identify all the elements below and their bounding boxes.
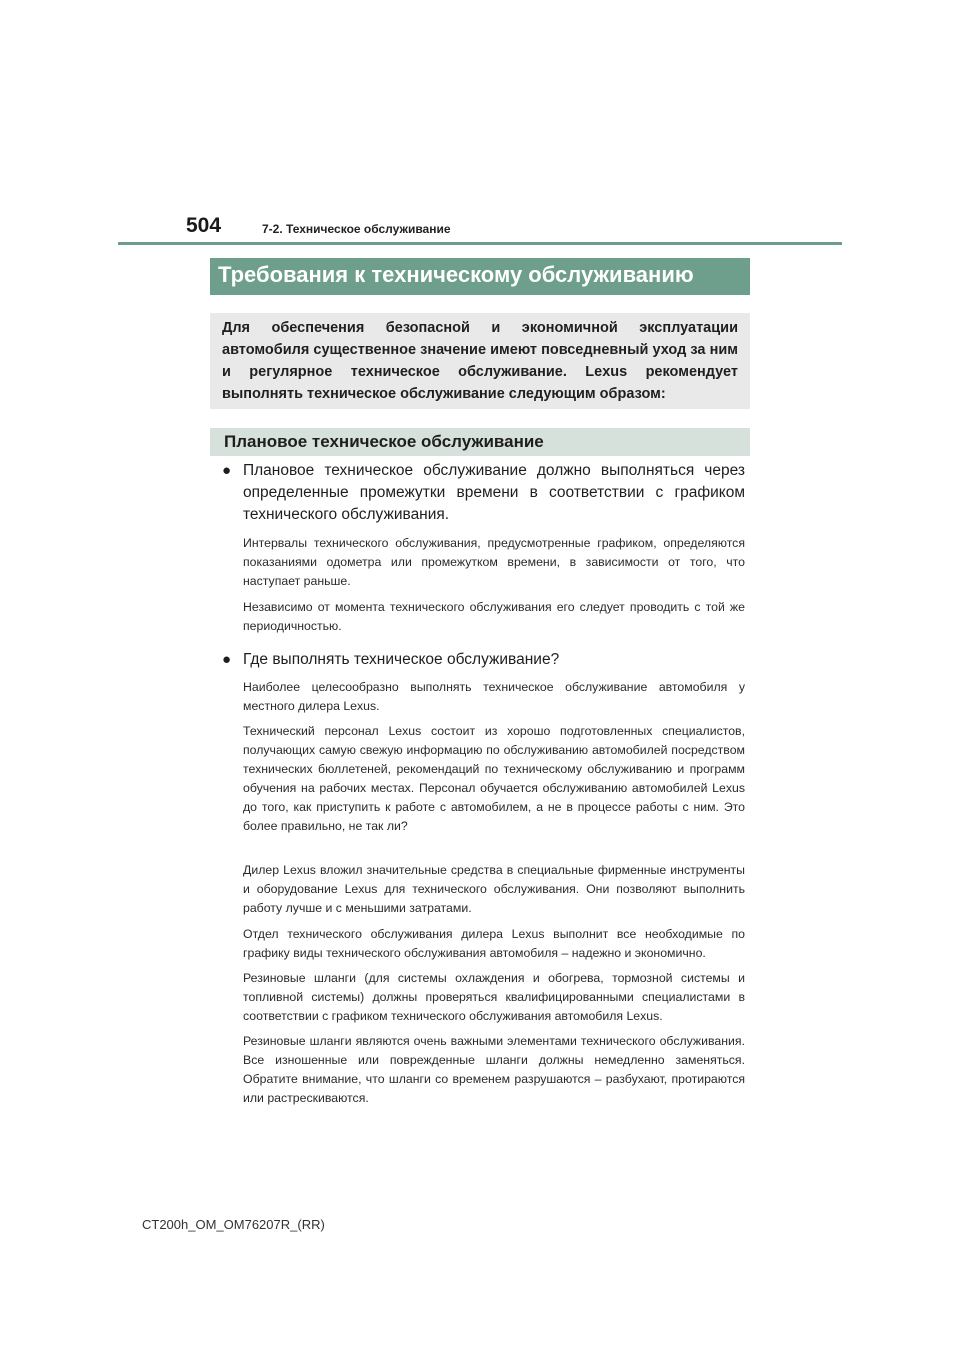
paragraph: Технический персонал Lexus состоит из хорошо подготовленных специалистов, получающих самую свежую информацию по обслуживанию автомобилей посредством технических бюллетеней, рекомендаций по техническому обслуживанию и программ обучения на рабочих местах. Персонал обучается обслуживанию автомобилей Lexus до того, как приступить к работе с автомобилем, а не в процессе работы с ним. Это более правильно, не так ли? — [243, 724, 745, 833]
bullet-icon: ● — [222, 462, 232, 479]
bullet-heading: Где выполнять техническое обслуживание? — [243, 651, 560, 668]
paragraph: Дилер Lexus вложил значительные средства в специальные фирменные инструменты и оборудование Lexus для технического обслуживания. Они позволяют выполнить работу лучше и с меньшими затратами. — [243, 863, 745, 915]
subheading: Плановое техническое обслуживание — [210, 428, 750, 456]
bullet-icon: ● — [222, 651, 232, 668]
section-label: 7-2. Техническое обслуживание — [262, 222, 451, 236]
paragraph: Отдел технического обслуживания дилера Lexus выполнит все необходимые по графику виды технического обслуживания автомобиля – надежно и экономично. — [243, 927, 745, 960]
intro-box: Для обеспечения безопасной и экономичной эксплуатации автомобиля существенное значение имеют повседневный уход за ним и регулярное техническое обслуживание. Lexus рекомендует выполнять техническое обслуживание следующим образом: — [210, 313, 750, 409]
paragraph: Наиболее целесообразно выполнять техническое обслуживание автомобиля у местного дилера Lexus. — [243, 680, 745, 713]
paragraph: Независимо от момента технического обслуживания его следует проводить с той же периодичностью. — [243, 600, 745, 633]
paragraph: Интервалы технического обслуживания, предусмотренные графиком, определяются показаниями одометра или промежутком времени, в зависимости от того, что наступает раньше. — [243, 536, 745, 588]
page-title: Требования к техническому обслуживанию — [210, 258, 750, 295]
bullet-heading: Плановое техническое обслуживание должно выполняться через определенные промежутки времени в соответствии с графиком технического обслуживания. — [243, 462, 745, 523]
paragraph: Резиновые шланги (для системы охлаждения и обогрева, тормозной системы и топливной системы) должны проверяться квалифицированными специалистами в соответствии с графиком технического обслуживания автомобиля Lexus. — [243, 971, 745, 1023]
header-rule — [118, 242, 842, 245]
page-number: 504 — [186, 214, 222, 237]
footer-code: CT200h_OM_OM76207R_(RR) — [142, 1217, 325, 1232]
paragraph: Резиновые шланги являются очень важными элементами технического обслуживания. Все изношенные или поврежденные шланги должны немедленно заменяться. Обратите внимание, что шланги со временем разрушаются – разбухают, протираются или растрескиваются. — [243, 1034, 745, 1105]
